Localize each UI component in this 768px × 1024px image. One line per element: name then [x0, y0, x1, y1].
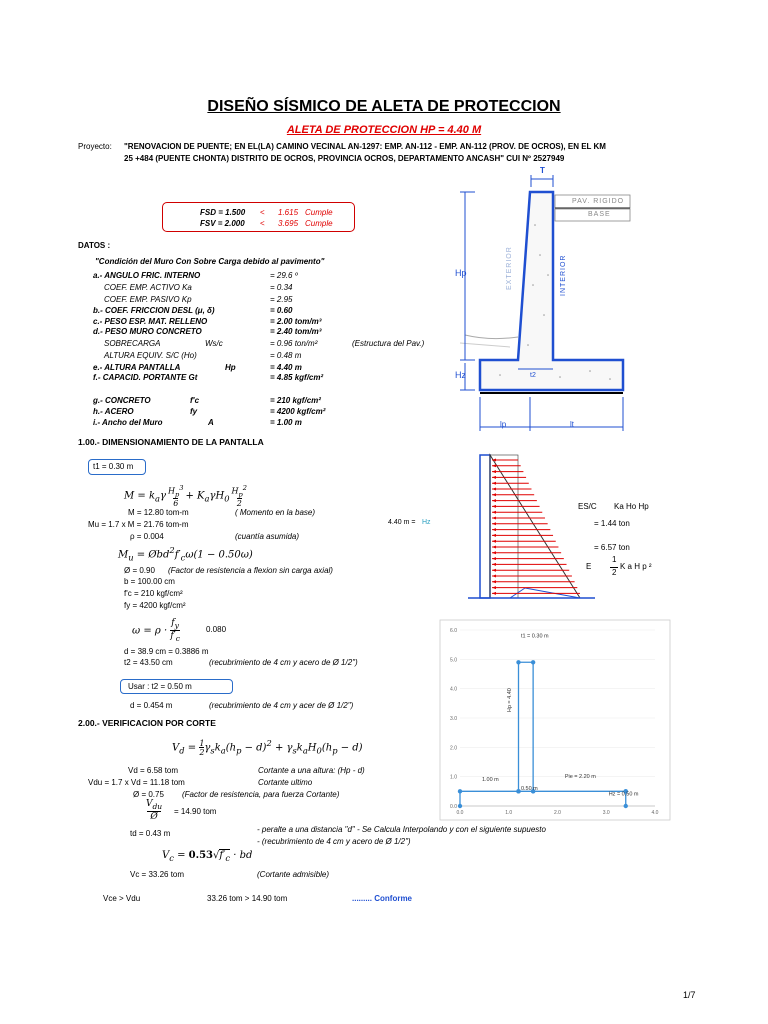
chart-annotation-hp: Hp = 4.40: [507, 688, 514, 713]
phi2-value: Ø = 0.75: [133, 790, 164, 799]
datos-row-e-sym: Hp: [225, 363, 236, 372]
chart-x-tick: 3.0: [602, 810, 610, 816]
d2-note: (recubrimiento de 4 cm y acer de Ø 1/2"): [209, 701, 354, 710]
fsv-status: Cumple: [305, 219, 333, 228]
pressure-arrow-head: [492, 511, 496, 514]
pressure-half-den: 2: [612, 568, 617, 577]
chart-x-tick: 2.0: [554, 810, 561, 816]
phi-note: (Factor de resistencia a flexion sin carga axial): [168, 566, 333, 575]
datos-row-b-value: = 0.60: [270, 306, 293, 315]
page-title: DISEÑO SÍSMICO DE ALETA DE PROTECCION: [207, 98, 561, 115]
project-line-1: "RENOVACION DE PUENTE; EN EL(LA) CAMINO VECINAL AN-1297: EMP. AN-112 - EMP. AN-112 (PROV. DE OCROS), EN EL KM: [124, 142, 606, 151]
datos-row-i: i.- Ancho del Muro: [93, 418, 163, 427]
datos-row-kp-value: = 2.95: [270, 295, 293, 304]
datos-row-f: f.- CAPACID. PORTANTE Gt: [93, 373, 198, 382]
m-value: M = 12.80 tom-m: [128, 508, 189, 517]
t2-note: (recubrimiento de 4 cm y acero de Ø 1/2"): [209, 658, 358, 667]
chart-point: [458, 804, 462, 808]
fsd-lt: <: [260, 208, 265, 217]
pressure-v1: = 1.44 ton: [594, 519, 630, 528]
datos-row-sobrecarga: SOBRECARGA: [104, 339, 161, 348]
omega-formula: $\omega = \rho \cdot f_y$ $f'_c$: [132, 618, 180, 643]
pressure-arrow-head: [492, 505, 496, 508]
datos-row-h: h.- ACERO: [93, 407, 134, 416]
chart-annotation-hz: Hz = 0.50 m: [608, 791, 639, 798]
wall-exterior-label: EXTERIOR: [506, 246, 513, 290]
chart-x-tick: 1.0: [505, 810, 513, 816]
vd-value: Vd = 6.58 tom: [128, 766, 179, 775]
dimensions-chart: [440, 620, 670, 820]
vc-formula: $V_c = 0.53√f'_c$ · bd: [162, 850, 253, 863]
datos-row-g-value: = 210 kgf/cm²: [270, 396, 321, 405]
pressure-arrow-head: [492, 592, 496, 595]
datos-row-h-value: = 4200 kgf/cm²: [270, 407, 326, 416]
rho-note: (cuantía asumida): [235, 532, 300, 541]
pressure-arrow-head: [492, 575, 496, 578]
datos-row-i-value: = 1.00 m: [270, 418, 302, 427]
pressure-arrow-head: [492, 470, 496, 473]
fsv-lt: <: [260, 219, 265, 228]
fsd-label: FSD = 1.500: [200, 208, 246, 217]
fsv-label: FSV = 2.000: [200, 219, 245, 228]
compare-value: 33.26 tom > 14.90 tom: [207, 894, 288, 903]
pressure-arrow-head: [492, 499, 496, 502]
chart-y-tick: 4.0: [450, 686, 457, 693]
datos-row-h-sym: fy: [190, 407, 198, 416]
wall-hz-label: Hz: [455, 370, 466, 380]
datos-row-c: c.- PESO ESP. MAT. RELLENO: [93, 317, 208, 326]
fsd-status: Cumple: [305, 208, 333, 217]
pressure-arrow-head: [492, 557, 496, 560]
datos-row-ho-value: = 0.48 m: [270, 351, 302, 360]
wall-lt-label: lt: [570, 420, 574, 429]
d2-value: d = 0.454 m: [130, 701, 173, 710]
pressure-arrow-head: [492, 482, 496, 485]
retaining-wall-diagram: [440, 165, 640, 435]
chart-y-tick: 1.0: [450, 774, 457, 781]
fsd-value: 1.615: [278, 208, 299, 217]
td-value: td = 0.43 m: [130, 829, 171, 838]
chart-annotation-t2: 0.50 m: [520, 785, 538, 792]
pressure-height-label: 4.40 m =: [388, 519, 416, 526]
pressure-arrow-head: [492, 528, 496, 531]
pressure-e-label: E: [586, 562, 592, 571]
pressure-arrow-head: [492, 476, 496, 479]
chart-x-tick: 4.0: [651, 810, 659, 816]
wall-hp-label: Hp: [455, 268, 467, 278]
chart-point: [624, 804, 628, 808]
chart-point: [531, 660, 535, 664]
usar-value: Usar : t2 = 0.50 m: [128, 682, 192, 691]
datos-row-f-value: = 4.85 kgf/cm²: [270, 373, 324, 382]
moment-formula: $M = k_a\gamma$ $H_p^3$ $6+ K_a\gamma H_0H_p^2$ 2: [124, 484, 248, 509]
datos-row-i-sym: A: [208, 418, 214, 427]
pressure-arrow-head: [492, 586, 496, 589]
chart-annotation-len1: 1.00 m: [481, 777, 499, 784]
datos-row-e: e.- ALTURA PANTALLA: [93, 363, 181, 372]
vc-value: Vc = 33.26 tom: [130, 870, 185, 879]
chart-y-tick: 0.0: [450, 804, 457, 810]
datos-row-kp: COEF. EMP. PASIVO Kp: [104, 295, 192, 304]
chart-frame: [440, 620, 670, 820]
project-label: Proyecto:: [78, 142, 112, 151]
pressure-arrow-head: [492, 522, 496, 525]
section-1-heading: 1.00.- DIMENSIONAMIENTO DE LA PANTALLA: [78, 437, 264, 447]
chart-y-tick: 2.0: [450, 745, 457, 752]
pressure-half-num: 1: [612, 555, 617, 564]
datos-row-ka: COEF. EMP. ACTIVO Ka: [104, 283, 192, 292]
datos-row-d-value: = 2.40 tom/m³: [270, 327, 322, 336]
vc-note: (Cortante admisible): [257, 870, 330, 879]
pressure-arrow-head: [492, 546, 496, 549]
datos-row-ho: ALTURA EQUIV. S/C (Ho): [104, 351, 197, 360]
section-2-heading: 2.00.- VERIFICACION POR CORTE: [78, 718, 216, 728]
pressure-arrow-head: [492, 517, 496, 520]
wall-lp-label: lp: [500, 420, 507, 429]
fy-value: fy = 4200 kgf/cm²: [124, 601, 186, 610]
fsv-value: 3.695: [278, 219, 299, 228]
pavement-note: (Estructura del Pav.): [352, 339, 425, 348]
datos-row-g: g.- CONCRETO: [93, 396, 151, 405]
pressure-hz-label: Hz: [422, 519, 431, 526]
m-note: ( Momento en la base): [235, 508, 316, 517]
pressure-arrow-head: [492, 464, 496, 467]
earth-pressure-diagram: [440, 450, 610, 610]
wall-interior-label: INTERIOR: [560, 254, 567, 296]
d-value: d = 38.9 cm = 0.3886 m: [124, 647, 209, 656]
pressure-ka-hp: K a H p ²: [620, 562, 652, 571]
phi-value: Ø = 0.90: [124, 566, 155, 575]
chart-x-tick: 0.0: [456, 810, 464, 816]
td-note-2: - (recubrimiento de 4 cm y acero de Ø 1/2"): [257, 837, 411, 846]
omega-value: 0.080: [206, 625, 227, 634]
fc-value: f'c = 210 kgf/cm²: [124, 589, 183, 598]
td-note-1: - peralte a una distancia "d" - Se Calcula Interpolando y con el siguiente supuesto: [257, 825, 546, 834]
page-number: 1/7: [683, 990, 696, 1000]
vd-formula: $V_d = 1$ $2\gamma_sk_a(h_p - d)^2 + \gamma_sk_aH_0(h_p - d)$: [172, 738, 363, 757]
pressure-ka-ho-label: Ka Ho Hp: [614, 502, 649, 511]
vdu-note: Cortante ultimo: [258, 778, 313, 787]
pressure-arrow-head: [492, 563, 496, 566]
pressure-v2: = 6.57 ton: [594, 543, 630, 552]
b-value: b = 100.00 cm: [124, 577, 175, 586]
chart-y-tick: 6.0: [450, 628, 457, 634]
datos-condition: "Condición del Muro Con Sobre Carga debido al pavimento": [95, 257, 325, 266]
mu-value: Mu = 1.7 x M = 21.76 tom-m: [88, 520, 189, 529]
pressure-arrow-head: [492, 551, 496, 554]
datos-row-ka-value: = 0.34: [270, 283, 293, 292]
vdu-value: Vdu = 1.7 x Vd = 11.18 tom: [88, 778, 185, 787]
datos-row-a-value: = 29.6 º: [270, 271, 298, 280]
phi2-note: (Factor de resistencia, para fuerza Cortante): [182, 790, 340, 799]
datos-row-sobrecarga-sym: Ws/c: [205, 339, 223, 348]
pressure-arrow-head: [492, 493, 496, 496]
vd-note: Cortante a una altura: (Hp - d): [258, 766, 365, 775]
vdu-ratio-formula: $V_{du}$ Ø: [146, 799, 163, 822]
page-subtitle: ALETA DE PROTECCION HP = 4.40 M: [286, 124, 482, 136]
datos-row-d: d.- PESO MURO CONCRETO: [93, 327, 202, 336]
chart-point: [516, 660, 520, 664]
pressure-arrow-head: [492, 534, 496, 537]
chart-point: [458, 789, 462, 793]
conforme-status: ......... Conforme: [352, 894, 413, 903]
datos-row-c-value: = 2.00 tom/m³: [270, 317, 322, 326]
wall-pav-label: PAV. RIGIDO: [572, 198, 625, 205]
chart-annotation-pie: Pie = 2.20 m: [564, 774, 596, 781]
datos-row-g-sym: f'c: [190, 396, 200, 405]
compare-lhs: Vce > Vdu: [103, 894, 141, 903]
t2-value: t2 = 43.50 cm: [124, 658, 173, 667]
vdu-ratio-value: = 14.90 tom: [174, 807, 217, 816]
chart-y-tick: 5.0: [450, 657, 457, 664]
wall-t-label: T: [540, 166, 545, 175]
pressure-arrow-head: [492, 488, 496, 491]
t1-value: t1 = 0.30 m: [93, 462, 134, 471]
wall-base-label: BASE: [588, 211, 611, 218]
chart-y-tick: 3.0: [450, 716, 457, 722]
rho-value: ρ = 0.004: [130, 532, 164, 541]
chart-annotation-t1: t1 = 0.30 m: [520, 633, 549, 640]
mu-formula: $M_u$ = $Øbd^2f'_c\omega(1 - 0.50\omega)$: [118, 545, 253, 563]
pressure-arrow-head: [492, 580, 496, 583]
pressure-arrow-head: [492, 569, 496, 572]
wall-t2-label: t2: [530, 372, 536, 379]
project-line-2: 25 +484 (PUENTE CHONTA) DISTRITO DE OCROS, PROVINCIA OCROS, DEPARTAMENTO ANCASH" CUI Nº 2527949: [124, 154, 565, 163]
datos-row-a: a.- ANGULO FRIC. INTERNO: [93, 271, 201, 280]
pressure-arrow-head: [492, 540, 496, 543]
datos-row-sobrecarga-value: = 0.96 ton/m²: [270, 339, 318, 348]
datos-row-e-value: = 4.40 m: [270, 363, 302, 372]
datos-row-b: b.- COEF. FRICCION DESL (μ, δ): [93, 306, 215, 315]
pressure-es-label: ES/C: [578, 502, 597, 511]
datos-heading: DATOS :: [78, 241, 111, 250]
